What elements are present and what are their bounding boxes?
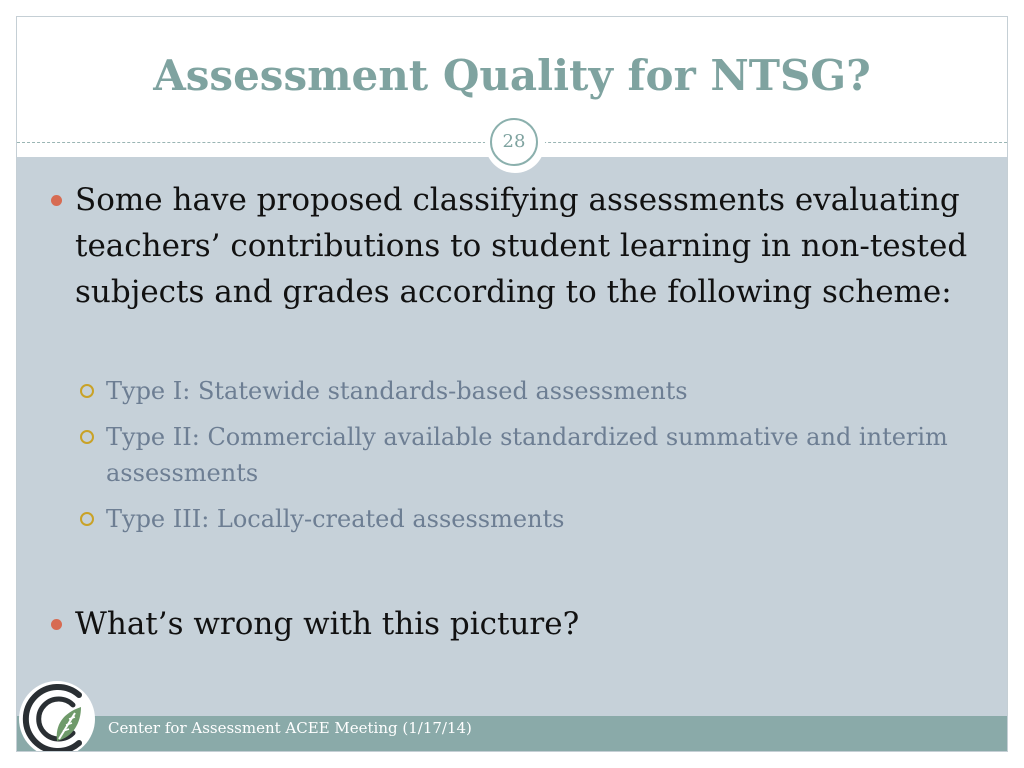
bullet-dot-icon <box>51 195 62 206</box>
sub-bullet-ring-icon <box>80 512 94 526</box>
page-number-badge: 28 <box>490 118 538 166</box>
bullet-item <box>75 601 975 647</box>
sub-bullet-item <box>106 419 976 491</box>
bullet-item <box>75 177 975 315</box>
sub-bullet-item <box>106 501 976 537</box>
bullet-dot-icon <box>51 619 62 630</box>
bullet-text: Some have proposed classifying assessments evaluating teachers’ contributions to student learning in non-tested subjects and grades according to the following scheme: <box>75 182 968 310</box>
sub-bullet-item <box>106 373 976 409</box>
center-for-assessment-logo-icon <box>17 679 97 752</box>
footer-text: Center for Assessment ACEE Meeting (1/17/14) <box>108 719 472 737</box>
sub-bullet-text: Type III: Locally-created assessments <box>106 505 565 533</box>
bullet-text: What’s wrong with this picture? <box>75 606 580 642</box>
slide-title: Assessment Quality for NTSG? <box>153 51 871 100</box>
sub-bullet-text: Type I: Statewide standards-based assessments <box>106 377 688 405</box>
sub-bullet-ring-icon <box>80 430 94 444</box>
slide <box>16 16 1008 752</box>
sub-bullet-ring-icon <box>80 384 94 398</box>
sub-bullet-text: Type II: Commercially available standardized summative and interim assessments <box>106 423 948 487</box>
